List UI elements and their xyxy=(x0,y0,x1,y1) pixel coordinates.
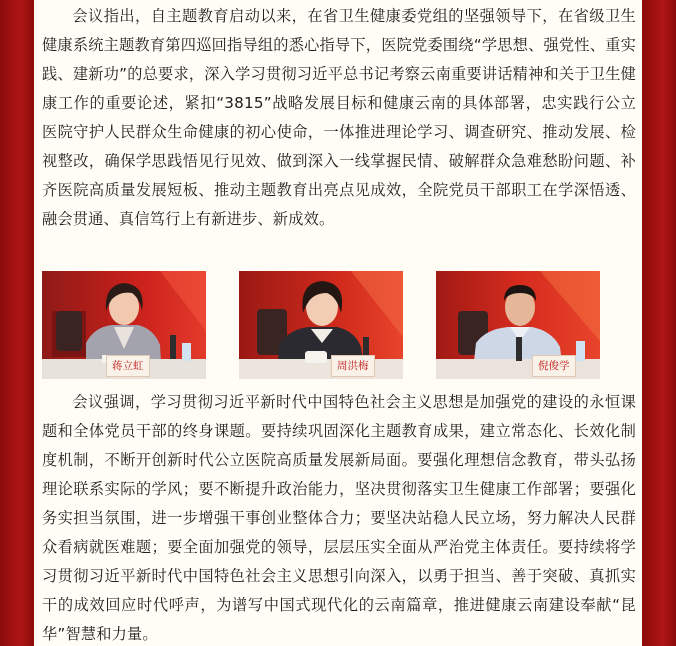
article-paragraph-1: 会议指出，自主题教育启动以来，在省卫生健康委党组的坚强领导下，在省级卫生健康系统主题教育第四巡回指导组的悉心指导下，医院党委围绕“学思想、强党性、重实践、建新功”的总要求，深入学习贯彻习近平总书记考察云南重要讲话精神和关于卫生健康工作的重要论述，紧扣“3815”战略发展目标和健康云南的具体部署，忠实践行公立医院守护人民群众生命健康的初心使命，一体推进理论学习、调查研究、推动发展、检视整改，确保学思践悟见行见效、做到深入一线掌握民情、破解群众急难愁盼问题、补齐医院高质量发展短板、推动主题教育出亮点见成效，全院党员干部职工在学深悟透、融会贯通、真信笃行上有新进步、新成效。 xyxy=(42,7,636,228)
speaker-photo-1 xyxy=(42,271,206,379)
article-paragraph-2: 会议强调，学习贯彻习近平新时代中国特色社会主义思想是加强党的建设的永恒课题和全体党员干部的终身课题。要持续巩固深化主题教育成果，建立常态化、长效化制度机制，不断开创新时代公立医院高质量发展新局面。要强化理想信念教育，带头弘扬理论联系实际的学风；要不断提升政治能力，坚决贯彻落实卫生健康工作部署；要强化务实担当氛围，进一步增强干事创业整体合力；要坚决站稳人民立场，努力解决人民群众看病就医难题；要全面加强党的领导，层层压实全面从严治党主体责任。要持续将学习贯彻习近平新时代中国特色社会主义思想引向深入，以勇于担当、善于突破、真抓实干的成效回应时代呼声，为谱写中国式现代化的云南篇章，推进健康云南建设奉献“昆华”智慧和力量。 xyxy=(42,393,636,643)
nameplate: 倪俊学 xyxy=(532,355,576,377)
speaker-photo-woman-dark-jacket-icon xyxy=(239,271,403,379)
nameplate: 周洪梅 xyxy=(331,355,375,377)
left-red-border xyxy=(0,0,34,646)
article-body xyxy=(34,0,642,646)
speaker-photo-2 xyxy=(239,271,403,379)
right-red-border xyxy=(642,0,676,646)
nameplate: 蒋立虹 xyxy=(106,355,150,377)
speaker-photo-3 xyxy=(436,271,600,379)
photo-row xyxy=(42,271,636,379)
